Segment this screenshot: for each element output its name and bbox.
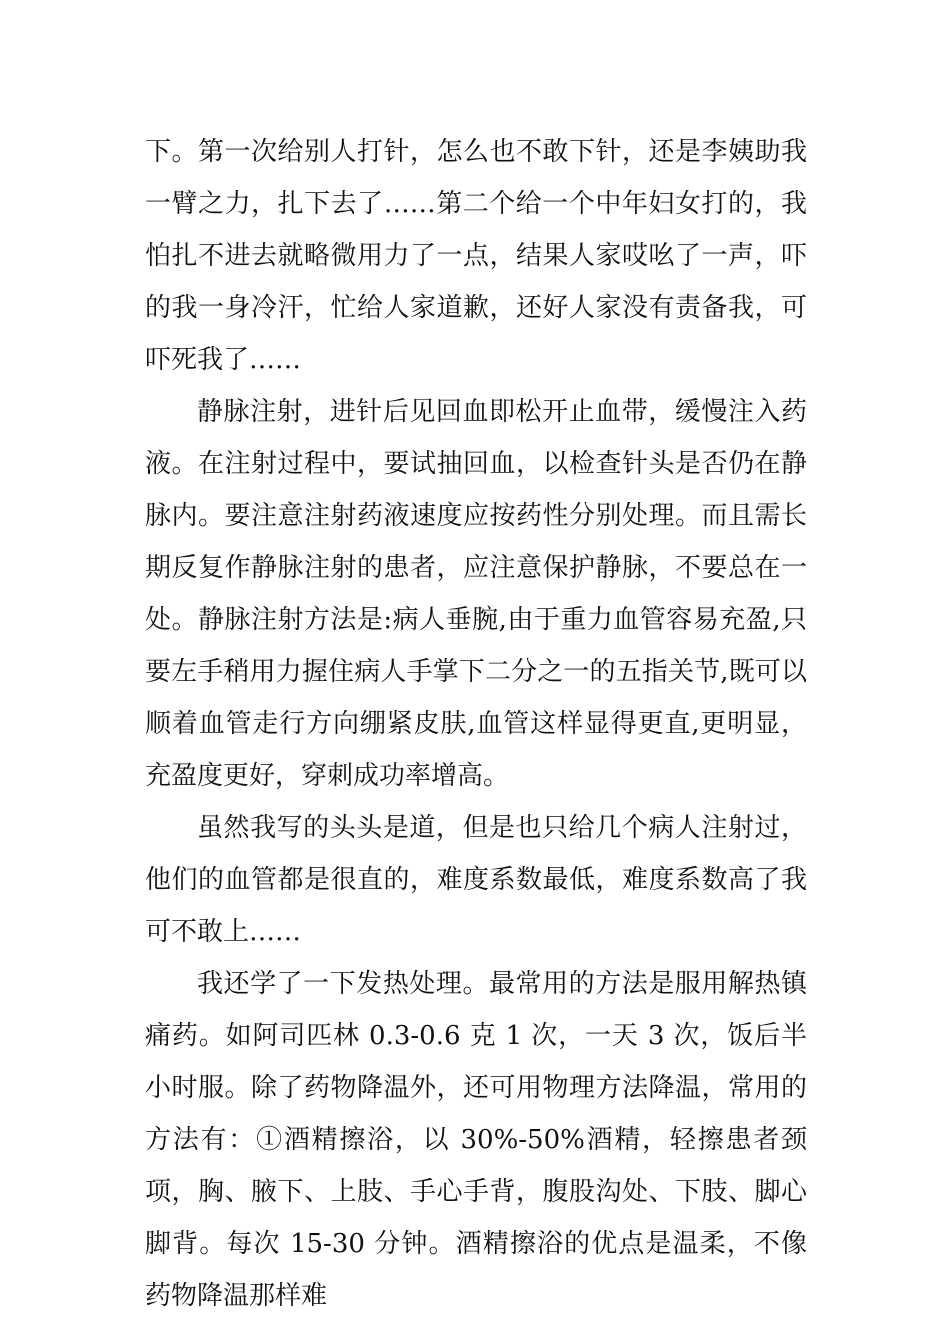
paragraph-1: 下。第一次给别人打针，怎么也不敢下针，还是李姨助我一臂之力，扎下去了……第二个给一个中年妇女打的，我怕扎不进去就略微用力了一点，结果人家哎吆了一声，吓的我一身冷汗，忙给人家道歉，还好人家没有责备我，可吓死我了…… xyxy=(145,137,807,375)
paragraph-3: 虽然我写的头头是道，但是也只给几个病人注射过，他们的血管都是很直的，难度系数最低，难度系数高了我可不敢上…… xyxy=(145,813,807,947)
paragraph-4: 我还学了一下发热处理。最常用的方法是服用解热镇痛药。如阿司匹林 0.3-0.6 克 1 次，一天 3 次，饭后半小时服。除了药物降温外，还可用物理方法降温，常用的方法有：①酒精擦浴，以 30%-50%酒精，轻擦患者颈项，胸、腋下、上肢、手心手背，腹股沟处、下肢、脚心脚背。每次 15-30 分钟。酒精擦浴的优点是温柔，不像药物降温那样难 xyxy=(145,969,807,1311)
document-page xyxy=(145,126,807,1322)
paragraph-2: 静脉注射，进针后见回血即松开止血带，缓慢注入药液。在注射过程中，要试抽回血，以检查针头是否仍在静脉内。要注意注射药液速度应按药性分别处理。而且需长期反复作静脉注射的患者，应注意保护静脉，不要总在一处。静脉注射方法是:病人垂腕,由于重力血管容易充盈,只要左手稍用力握住病人手掌下二分之一的五指关节,既可以顺着血管走行方向绷紧皮肤,血管这样显得更直,更明显，充盈度更好，穿刺成功率增高。 xyxy=(145,397,807,791)
